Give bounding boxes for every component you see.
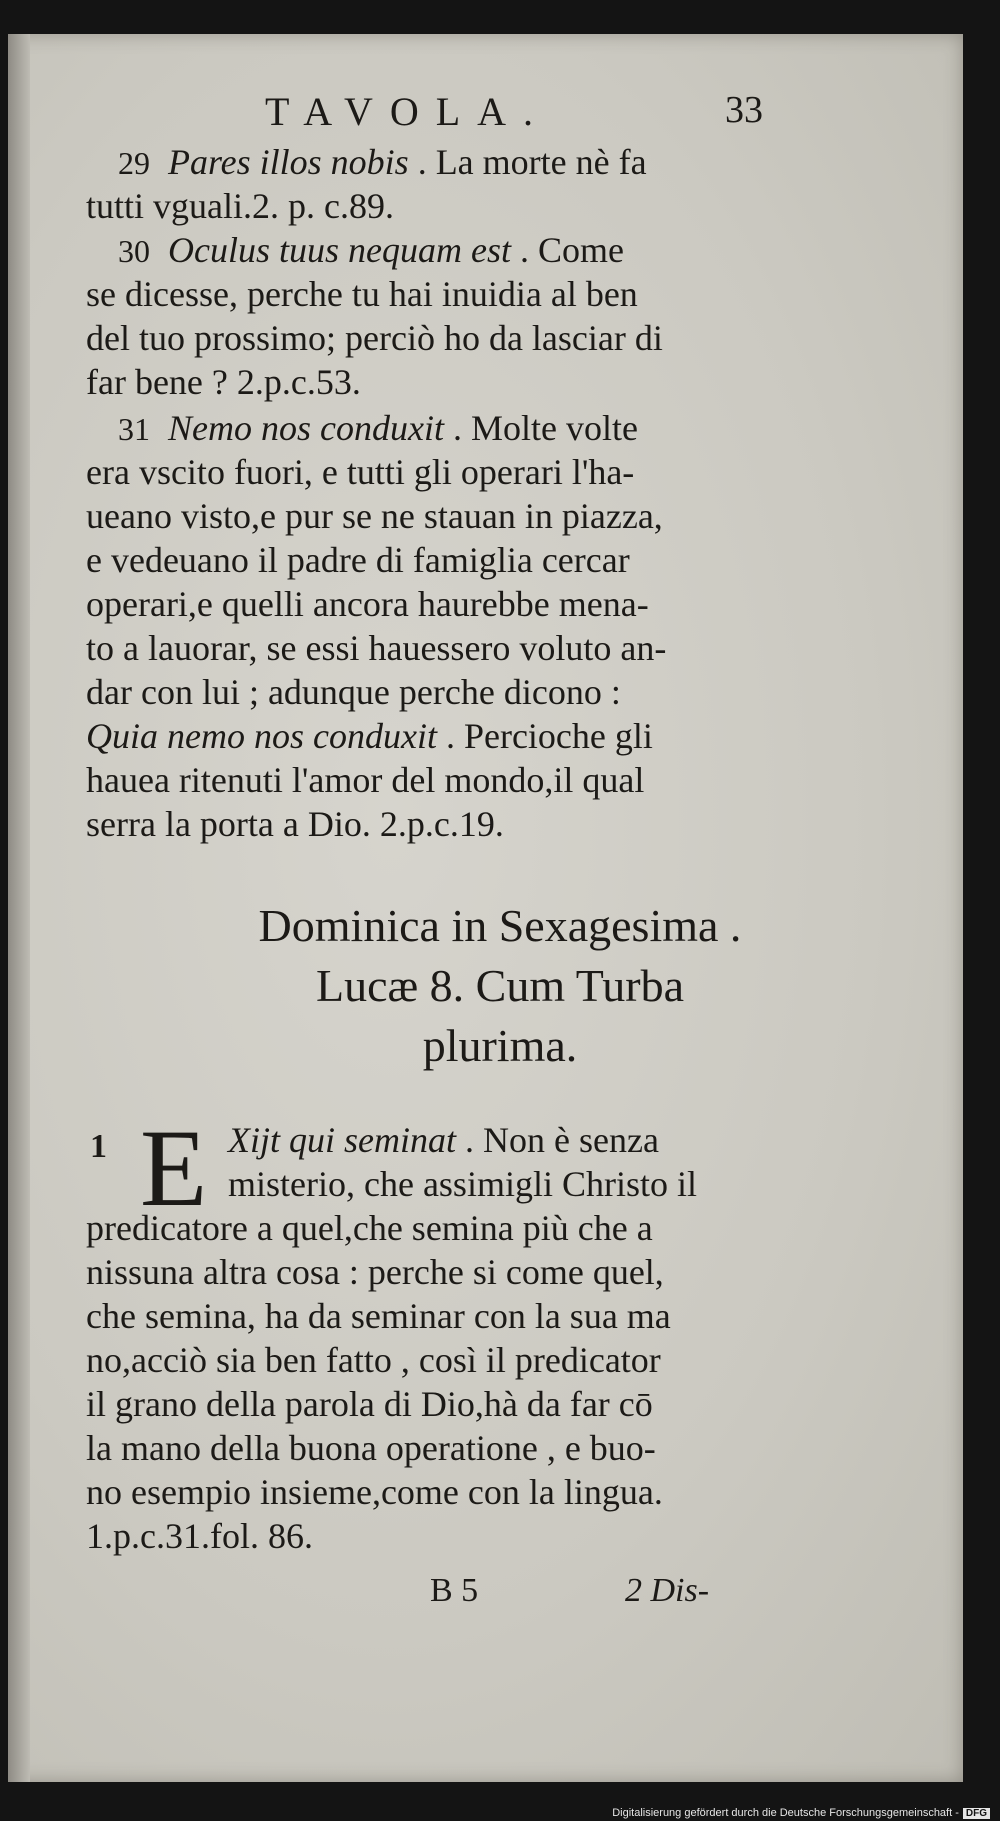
entry-1-line-2: misterio, che assimigli Christo il xyxy=(228,1164,697,1204)
entry-29-line-1: 29 Pares illos nobis . La morte nè fa xyxy=(118,142,647,182)
entry-31-line-7: dar con lui ; adunque perche dicono : xyxy=(86,672,621,712)
entry-31-line-4: e vedeuano il padre di famiglia cercar xyxy=(86,540,630,580)
catchword: 2 Dis- xyxy=(625,1572,710,1609)
section-heading-line-2: Lucæ 8. Cum Turba xyxy=(315,960,685,1011)
entry-number: 31 xyxy=(118,411,150,447)
header-title: TAVOLA. xyxy=(265,89,551,134)
entry-31-line-1: 31 Nemo nos conduxit . Molte volte xyxy=(118,408,638,448)
entry-1-line-10: 1.p.c.31.fol. 86. xyxy=(86,1516,313,1556)
entry-latin: Oculus tuus nequam est xyxy=(168,230,511,270)
entry-1-line-1: Xijt qui seminat . Non è senza xyxy=(228,1120,659,1160)
entry-31-line-2: era vscito fuori, e tutti gli operari l'ha- xyxy=(86,452,635,492)
running-header xyxy=(0,88,1000,134)
entry-latin: Quia nemo nos conduxit xyxy=(86,716,437,756)
entry-number: 29 xyxy=(118,145,150,181)
entry-30-line-2: se dicesse, perche tu hai inuidia al ben xyxy=(86,274,638,314)
entry-30-line-4: far bene ? 2.p.c.53. xyxy=(86,362,361,402)
section-heading-line-3: plurima. xyxy=(422,1020,578,1071)
drop-cap: E xyxy=(140,1107,208,1229)
entry-latin: Pares illos nobis xyxy=(168,142,409,182)
entry-1-line-3: predicatore a quel,che semina più che a xyxy=(86,1208,653,1248)
entry-31-line-6: to a lauorar, se essi hauessero voluto an- xyxy=(86,628,667,668)
entry-1-line-5: che semina, ha da seminar con la sua ma xyxy=(86,1296,671,1336)
entry-29-line-2: tutti vguali.2. p. c.89. xyxy=(86,186,394,226)
entry-1-line-7: il grano della parola di Dio,hà da far cō xyxy=(86,1384,653,1424)
entry-number: 30 xyxy=(118,233,150,269)
entry-1-line-6: no,acciò sia ben fatto , così il predicator xyxy=(86,1340,661,1380)
entry-1-number: 1 xyxy=(90,1128,107,1165)
dfg-logo: DFG xyxy=(963,1808,990,1819)
entry-1-line-8: la mano della buona operatione , e buo- xyxy=(86,1428,656,1468)
section-heading-line-1: Dominica in Sexagesima . xyxy=(258,900,742,951)
entry-latin: Xijt qui seminat xyxy=(228,1120,456,1160)
page-number: 33 xyxy=(725,89,763,131)
entry-31-line-8: Quia nemo nos conduxit . Percioche gli xyxy=(86,716,653,756)
entry-31-line-3: ueano visto,e pur se ne stauan in piazza, xyxy=(86,496,663,536)
entry-latin: Nemo nos conduxit xyxy=(168,408,444,448)
digitization-credit xyxy=(612,1807,990,1819)
entry-31-line-9: hauea ritenuti l'amor del mondo,il qual xyxy=(86,760,645,800)
entry-30-line-1: 30 Oculus tuus nequam est . Come xyxy=(118,230,624,270)
entry-1-line-9: no esempio insieme,come con la lingua. xyxy=(86,1472,663,1512)
entry-1-line-4: nissuna altra cosa : perche si come quel, xyxy=(86,1252,664,1292)
entry-30-line-3: del tuo prossimo; perciò ho da lasciar di xyxy=(86,318,663,358)
signature-mark: B 5 xyxy=(430,1572,479,1609)
entry-31-line-10: serra la porta a Dio. 2.p.c.19. xyxy=(86,804,504,844)
entry-31-line-5: operari,e quelli ancora haurebbe mena- xyxy=(86,584,649,624)
credit-text: Digitalisierung gefördert durch die Deutsche Forschungsgemeinschaft - xyxy=(612,1807,959,1819)
